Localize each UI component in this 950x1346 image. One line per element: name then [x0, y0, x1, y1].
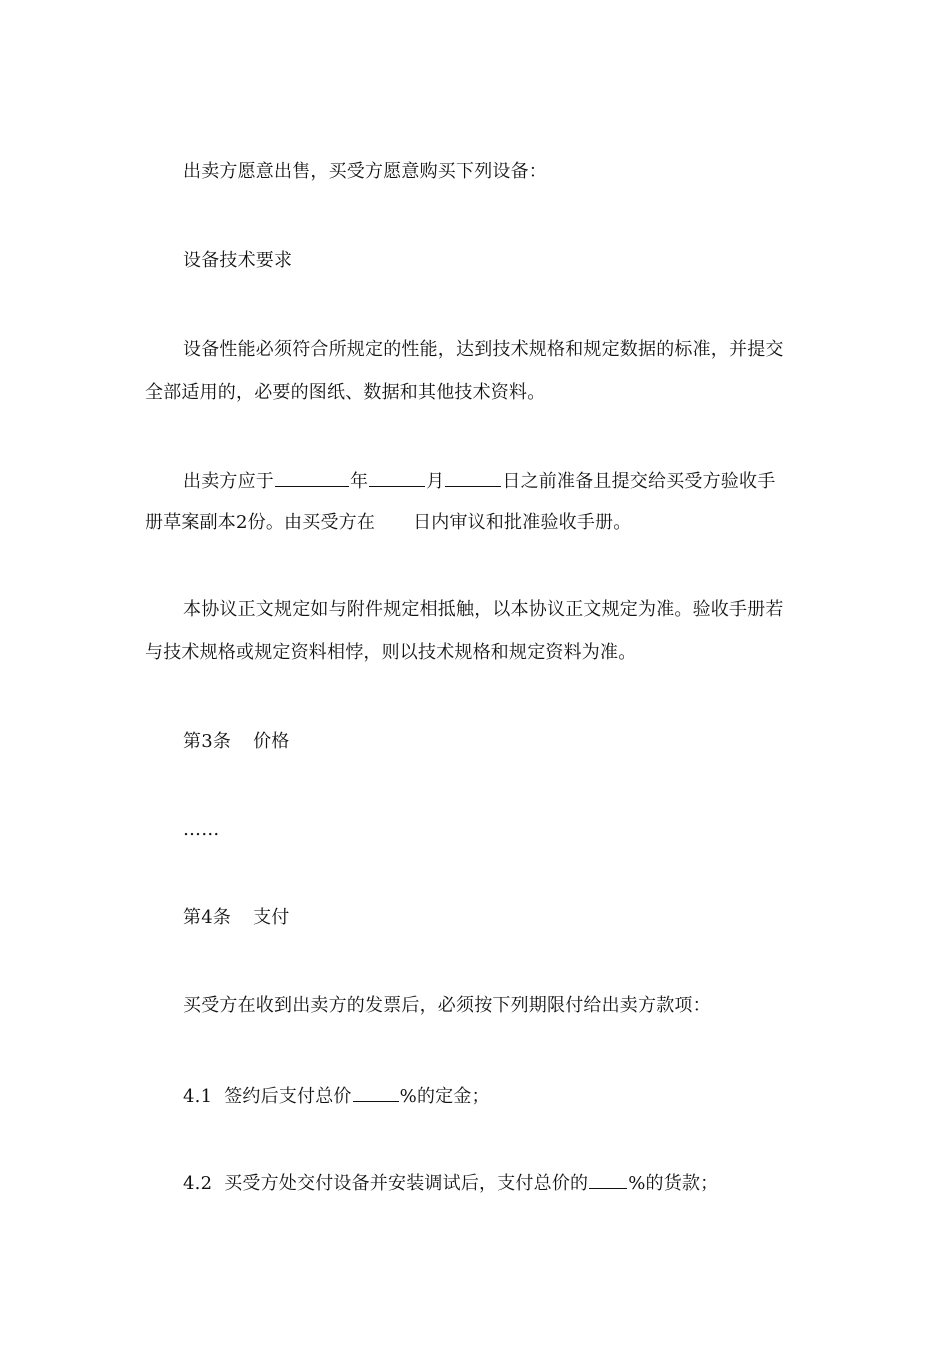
- ellipsis: ……: [183, 819, 220, 840]
- article-4-number: 第4条: [183, 907, 232, 928]
- month-blank: [369, 468, 425, 487]
- item-4-1-number: 4.1: [183, 1086, 213, 1107]
- year-label: 年: [350, 471, 369, 492]
- day-blank: [445, 468, 501, 487]
- paragraph-payment-terms: 买受方在收到出卖方的发票后，必须按下列期限付给出卖方款项：: [183, 995, 711, 1016]
- deadline-text-suffix: 日之前准备且提交给买受方验收手: [502, 471, 776, 492]
- review-text-prefix: 册草案副本2份。由买受方在: [145, 512, 376, 533]
- item-4-1-text: 签约后支付总价: [224, 1086, 352, 1107]
- paragraph-performance-line1: 设备性能必须符合所规定的性能，达到技术规格和规定数据的标准，并提交: [183, 339, 784, 360]
- paragraph-precedence-line1: 本协议正文规定如与附件规定相抵触，以本协议正文规定为准。验收手册若: [183, 599, 784, 620]
- article-4-title: 支付: [253, 907, 290, 928]
- article-3-title: 价格: [253, 731, 290, 752]
- item-4-2-number: 4.2: [183, 1173, 213, 1194]
- review-text-suffix: 日内审议和批准验收手册。: [413, 512, 632, 533]
- paragraph-intro: 出卖方愿意出售，买受方愿意购买下列设备：: [183, 161, 547, 182]
- article-3-heading: [183, 730, 289, 754]
- year-blank: [275, 468, 349, 487]
- paragraph-deadline-line2: [145, 511, 631, 535]
- payment-item-4-1: [183, 1083, 490, 1109]
- article-3-number: 第3条: [183, 731, 232, 752]
- payment-percent-blank: [589, 1170, 627, 1189]
- item-4-2-text: 买受方处交付设备并安装调试后，支付总价的: [224, 1173, 589, 1194]
- deposit-percent-blank: [353, 1083, 399, 1102]
- heading-tech-requirements: 设备技术要求: [183, 250, 293, 271]
- paragraph-deadline-line1: [183, 468, 775, 494]
- paragraph-precedence-line2: 与技术规格或规定资料相悖，则以技术规格和规定资料为准。: [145, 642, 637, 663]
- article-4-heading: [183, 906, 289, 930]
- item-4-2-suffix: %的货款；: [628, 1173, 719, 1194]
- payment-item-4-2: [183, 1170, 718, 1196]
- item-4-1-suffix: %的定金；: [399, 1086, 490, 1107]
- month-label: 月: [426, 471, 445, 492]
- paragraph-performance-line2: 全部适用的，必要的图纸、数据和其他技术资料。: [145, 382, 546, 403]
- deadline-text-prefix: 出卖方应于: [183, 471, 274, 492]
